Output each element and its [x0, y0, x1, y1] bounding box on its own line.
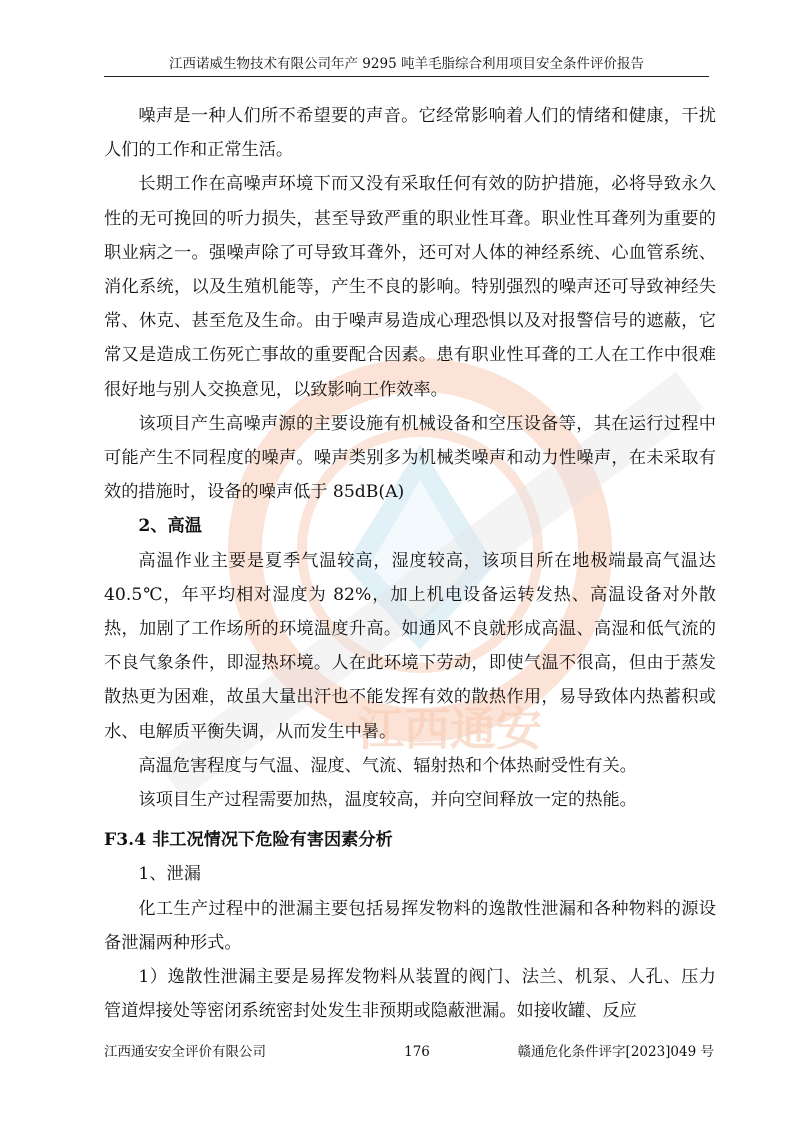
footer-report-code: 赣通危化条件评字[2023]049 号 — [517, 1044, 714, 1060]
paragraph-noise-definition: 噪声是一种人们所不希望要的声音。它经常影响着人们的情绪和健康，干扰人们的工作和正常生活。 — [104, 106, 716, 161]
header-rule — [104, 76, 709, 77]
page-body — [104, 99, 716, 1028]
footer-company: 江西通安安全评价有限公司 — [104, 1044, 266, 1060]
paragraph-noise-sources: 该项目产生高噪声源的主要设施有机械设备和空压设备等，其在运行过程中可能产生不同程度的噪声。噪声类别多为机械类噪声和动力性噪声，在未采取有效的措施时，设备的噪声低于 85dB(A) — [104, 413, 716, 503]
heading-section-f34: F3.4 非工况情况下危险有害因素分析 — [104, 830, 393, 851]
heading-high-temperature: 2、高温 — [138, 516, 202, 537]
page-number: 176 — [404, 1044, 430, 1060]
watermark-text: 江西通安 — [358, 702, 542, 756]
paragraph-temperature-factors: 高温危害程度与气温、湿度、气流、辐射热和个体热耐受性有关。 — [138, 755, 637, 776]
paragraph-heat-release: 该项目生产过程需要加热，温度较高，并向空间释放一定的热能。 — [138, 790, 637, 811]
paragraph-fugitive-leakage: 1）逸散性泄漏主要是易挥发物料从装置的阀门、法兰、机泵、人孔、压力管道焊接处等密闭系统密封处发生非预期或隐蔽泄漏。如接收罐、反应 — [104, 967, 716, 1022]
paragraph-noise-effects: 长期工作在高噪声环境下而又没有采取任何有效的防护措施，必将导致永久性的无可挽回的听力损失，甚至导致严重的职业性耳聋。职业性耳聋列为重要的职业病之一。强噪声除了可导致耳聋外，还可对人体的神经系统、心血管系统、消化系统，以及生殖机能等，产生不良的影响。特别强烈的噪声还可导致神经失常、休克、甚至危及生命。由于噪声易造成心理恐惧以及对报警信号的遮蔽，它常又是造成工伤死亡事故的重要配合因素。患有职业性耳聋的工人在工作中很难很好地与别人交换意见，以致影响工作效率。 — [104, 174, 716, 400]
paragraph-high-temperature: 高温作业主要是夏季气温较高，湿度较高，该项目所在地极端最高气温达 40.5℃，年平均相对湿度为 82%，加上机电设备运转发热、高温设备对外散热，加剧了工作场所的环境温度升高。如通风不良就形成高温、高湿和低气流的不良气象条件，即湿热环境。人在此环境下劳动，即使气温不很高，但由于蒸发散热更为困难，故虽大量出汗也不能发挥有效的散热作用，易导致体内热蓄积或水、电解质平衡失调，从而发生中暑。 — [104, 550, 716, 742]
header-title: 江西诺威生物技术有限公司年产 9295 吨羊毛脂综合利用项目安全条件评价报告 — [169, 56, 644, 72]
subheading-leakage: 1、泄漏 — [138, 864, 201, 885]
paragraph-leakage-types: 化工生产过程中的泄漏主要包括易挥发物料的逸散性泄漏和各种物料的源设备泄漏两种形式。 — [104, 898, 716, 953]
